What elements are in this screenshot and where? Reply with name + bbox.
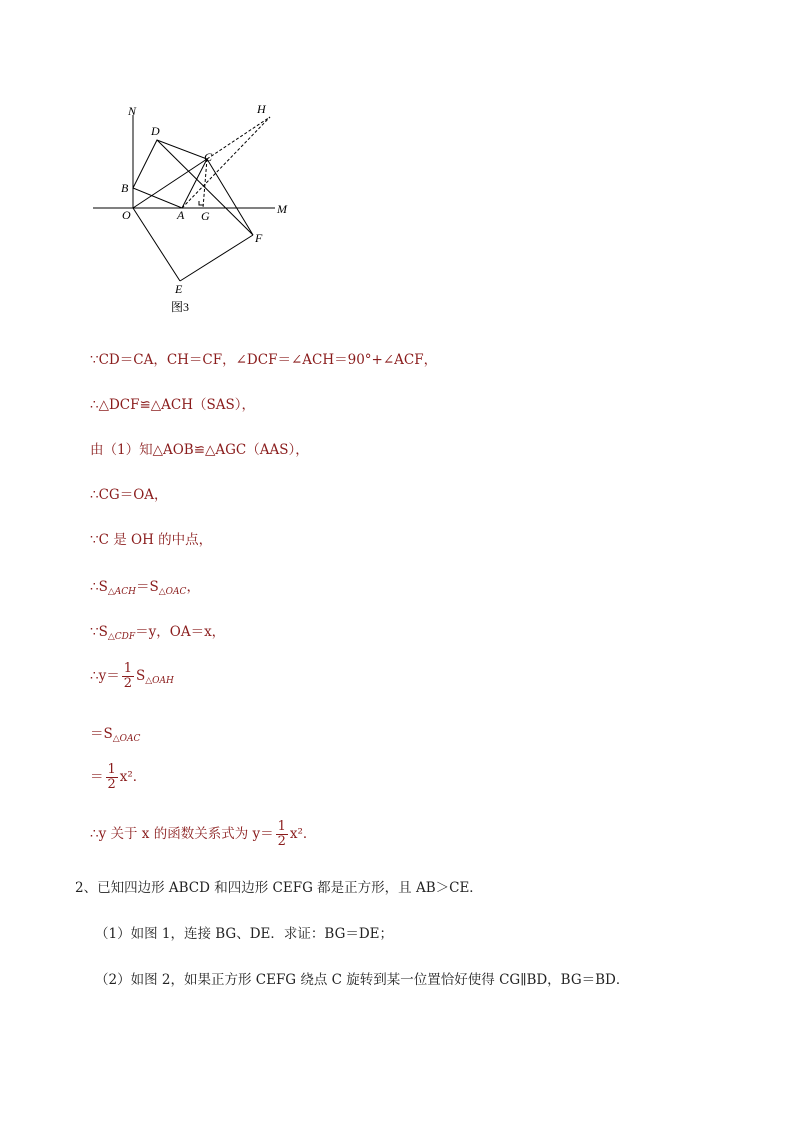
line-text: ∵C 是 OH 的中点， — [90, 532, 213, 548]
line-text: ， — [186, 579, 200, 595]
label-b: B — [121, 181, 129, 195]
fraction — [276, 820, 288, 849]
geometry-figure-3 — [85, 95, 315, 325]
line-text: CD＝CA，CH＝CF，∠DCF＝∠ACH＝90°+∠ACF， — [98, 352, 438, 368]
label-e: E — [175, 282, 183, 296]
line-text: 由（1）知△AOB≌△AGC（AAS）， — [90, 442, 309, 458]
label-m: M — [277, 202, 287, 216]
line-text: ∴y＝ — [90, 668, 120, 684]
line-text: ∵S — [90, 624, 108, 640]
subscript: △OAH — [145, 676, 174, 686]
label-a: A — [177, 208, 185, 222]
subscript: △OAC — [112, 734, 141, 744]
denominator: 2 — [277, 834, 286, 849]
solution-line-11 — [90, 820, 316, 849]
solution-line-5 — [90, 528, 212, 548]
line-text: ＝y，OA＝x， — [135, 624, 226, 640]
line-text: ∴△DCF≌△ACH（SAS）， — [90, 397, 256, 413]
numerator: 1 — [277, 819, 286, 834]
question-2-stem: 2、已知四边形 ABCD 和四边形 CEFG 都是正方形，且 AB＞CE． — [75, 880, 483, 896]
label-n: N — [128, 104, 137, 118]
figure-svg — [85, 95, 315, 325]
solution-line-4 — [90, 483, 168, 503]
label-o: O — [122, 208, 131, 222]
numerator: 1 — [107, 762, 116, 777]
line-text: x²． — [119, 769, 147, 785]
fraction — [106, 763, 118, 792]
segment-ah-dashed — [182, 117, 270, 208]
fraction — [122, 662, 134, 691]
line-text: ∴S — [90, 579, 108, 595]
solution-line-9 — [90, 722, 140, 744]
line-text: S — [136, 668, 146, 684]
figure-caption: 图3 — [171, 300, 190, 314]
label-f: F — [255, 231, 263, 245]
solution-line-7 — [90, 620, 225, 642]
solution-line-8 — [90, 662, 174, 691]
denominator: 2 — [123, 676, 132, 691]
line-text: ∴CG＝OA， — [90, 487, 168, 503]
label-c: C — [204, 150, 213, 164]
subscript: △ACH — [107, 587, 136, 597]
line-text: ∴y 关于 x 的函数关系式为 y＝ — [90, 826, 274, 842]
label-h: H — [257, 102, 266, 116]
question-2-part-2: （2）如图 2，如果正方形 CEFG 绕点 C 旋转到某一位置恰好使得 CG∥BD，BG＝BD． — [95, 972, 630, 988]
solution-line-1 — [90, 348, 437, 368]
label-g: G — [201, 209, 210, 223]
line-text: ＝S — [136, 579, 159, 595]
denominator: 2 — [107, 777, 116, 792]
label-d: D — [151, 124, 160, 138]
square-abdc — [133, 140, 207, 208]
solution-line-6 — [90, 575, 200, 597]
subscript: △CDF — [107, 632, 136, 642]
line-text: x²． — [289, 826, 317, 842]
segment-ef — [180, 235, 253, 281]
subscript: △OAC — [158, 587, 187, 597]
question-2-part-1: （1）如图 1，连接 BG、DE．求证：BG＝DE； — [95, 926, 394, 942]
solution-line-2 — [90, 393, 255, 413]
right-angle-mark — [199, 201, 203, 205]
numerator: 1 — [123, 661, 132, 676]
segment-ch-dashed — [207, 117, 270, 159]
solution-line-3 — [90, 438, 309, 458]
solution-line-10 — [90, 763, 146, 792]
line-text: ＝S — [90, 726, 113, 742]
line-text: ＝ — [90, 769, 104, 785]
because-symbol: ∵ — [90, 352, 99, 368]
segment-oe — [133, 208, 180, 281]
